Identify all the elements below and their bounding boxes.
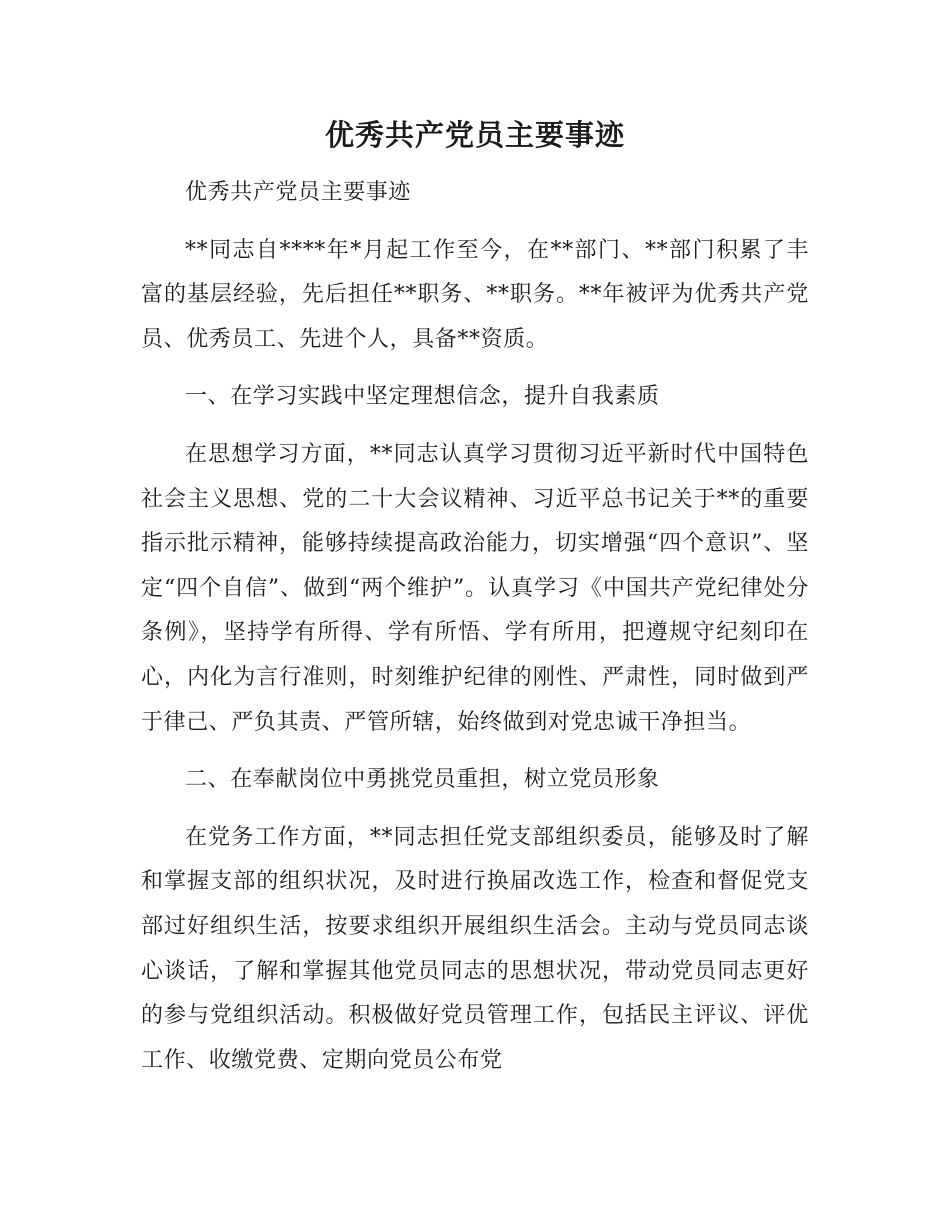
intro-paragraph: **同志自****年*月起工作至今，在**部门、**部门积累了丰富的基层经验，先后担任**职务、**职务。**年被评为优秀共产党员、优秀员工、先进个人，具备**资质。 (141, 237, 809, 352)
section-2-paragraph: 在党务工作方面，**同志担任党支部组织委员，能够及时了解和掌握支部的组织状况，及时进行换届改选工作，检查和督促党支部过好组织生活，按要求组织开展组织生活会。主动与党员同志谈心谈话，了解和掌握其他党员同志的思想状况，带动党员同志更好的参与党组织活动。积极做好党员管理工作，包括民主评议、评优工作、收缴党费、定期向党员公布党 (141, 824, 809, 1073)
subtitle-paragraph: 优秀共产党员主要事迹 (185, 180, 412, 205)
document-body (141, 171, 809, 1096)
section-heading-1: 一、在学习实践中坚定理想信念，提升自我素质 (185, 384, 660, 410)
section-1-paragraph: 在思想学习方面，**同志认真学习贯彻习近平新时代中国特色社会主义思想、党的二十大会议精神、习近平总书记关于**的重要指示批示精神，能够持续提高政治能力，切实增强“四个意识”、坚定“四个自信”、做到“两个维护”。认真学习《中国共产党纪律处分条例》，坚持学有所得、学有所悟、学有所用，把遵规守纪刻印在心，内化为言行准则，时刻维护纪律的刚性、严肃性，同时做到严于律己、严负其责、严管所辖，始终做到对党忠诚干净担当。 (141, 441, 809, 735)
section-heading-2: 二、在奉献岗位中勇挑党员重担，树立党员形象 (185, 767, 660, 793)
document-title: 优秀共产党员主要事迹 (324, 118, 625, 152)
